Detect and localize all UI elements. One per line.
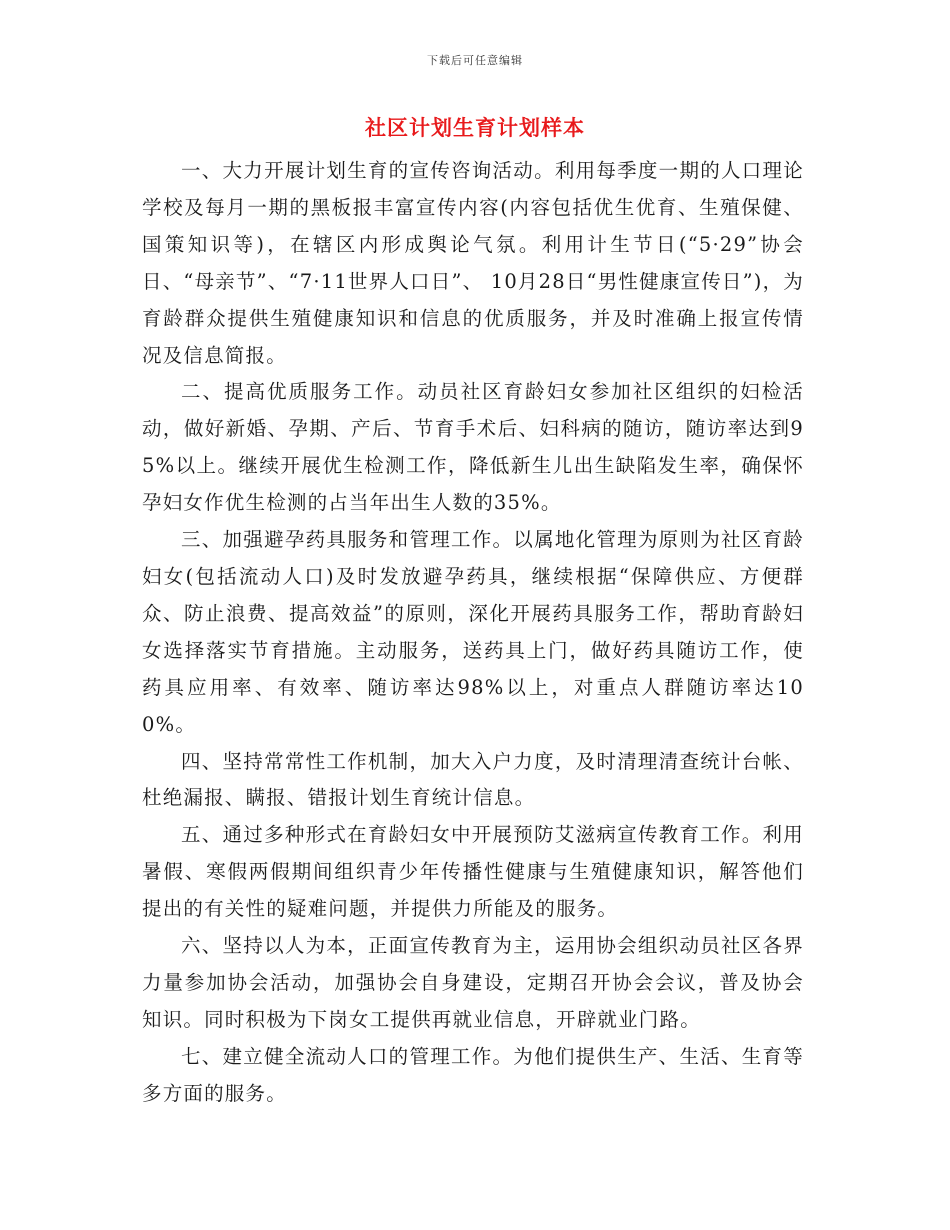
header-note: 下载后可任意编辑 bbox=[427, 54, 523, 67]
paragraph-4: 四、坚持常常性工作机制，加大入户力度，及时清理清查统计台帐、杜绝漏报、瞒报、错报计划生育统计信息。 bbox=[142, 749, 804, 810]
document-title: 社区计划生育计划样本 bbox=[365, 115, 585, 140]
paragraph-5: 五、通过多种形式在育龄妇女中开展预防艾滋病宣传教育工作。利用暑假、寒假两假期间组织青少年传播性健康与生殖健康知识，解答他们提出的有关性的疑难问题，并提供力所能及的服务。 bbox=[142, 823, 804, 921]
paragraph-2: 二、提高优质服务工作。动员社区育龄妇女参加社区组织的妇检活动，做好新婚、孕期、产后、节育手术后、妇科病的随访，随访率达到95%以上。继续开展优生检测工作，降低新生儿出生缺陷发生率，确保怀孕妇女作优生检测的占当年出生人数的35%。 bbox=[142, 380, 804, 515]
paragraph-6: 六、坚持以人为本，正面宣传教育为主，运用协会组织动员社区各界力量参加协会活动，加强协会自身建设，定期召开协会会议，普及协会知识。同时积极为下岗女工提供再就业信息，开辟就业门路。 bbox=[142, 934, 804, 1031]
paragraph-1: 一、大力开展计划生育的宣传咨询活动。利用每季度一期的人口理论学校及每月一期的黑板报丰富宣传内容(内容包括优生优育、生殖保健、国策知识等)，在辖区内形成舆论气氛。利用计生节日(“5·29”协会日、“母亲节”、“7·11世界人口日”、 10月28日“男性健康宣传日”)，为育龄群众提供生殖健康知识和信息的优质服务，并及时准确上报宣传情况及信息简报。 bbox=[142, 159, 804, 367]
paragraph-3: 三、加强避孕药具服务和管理工作。以属地化管理为原则为社区育龄妇女(包括流动人口)及时发放避孕药具，继续根据“保障供应、方便群众、防止浪费、提高效益”的原则，深化开展药具服务工作，帮助育龄妇女选择落实节育措施。主动服务，送药具上门，做好药具随访工作，使药具应用率、有效率、随访率达98%以上，对重点人群随访率达100%。 bbox=[142, 528, 804, 736]
document-body bbox=[142, 153, 804, 1113]
paragraph-7: 七、建立健全流动人口的管理工作。为他们提供生产、生活、生育等多方面的服务。 bbox=[142, 1044, 804, 1105]
